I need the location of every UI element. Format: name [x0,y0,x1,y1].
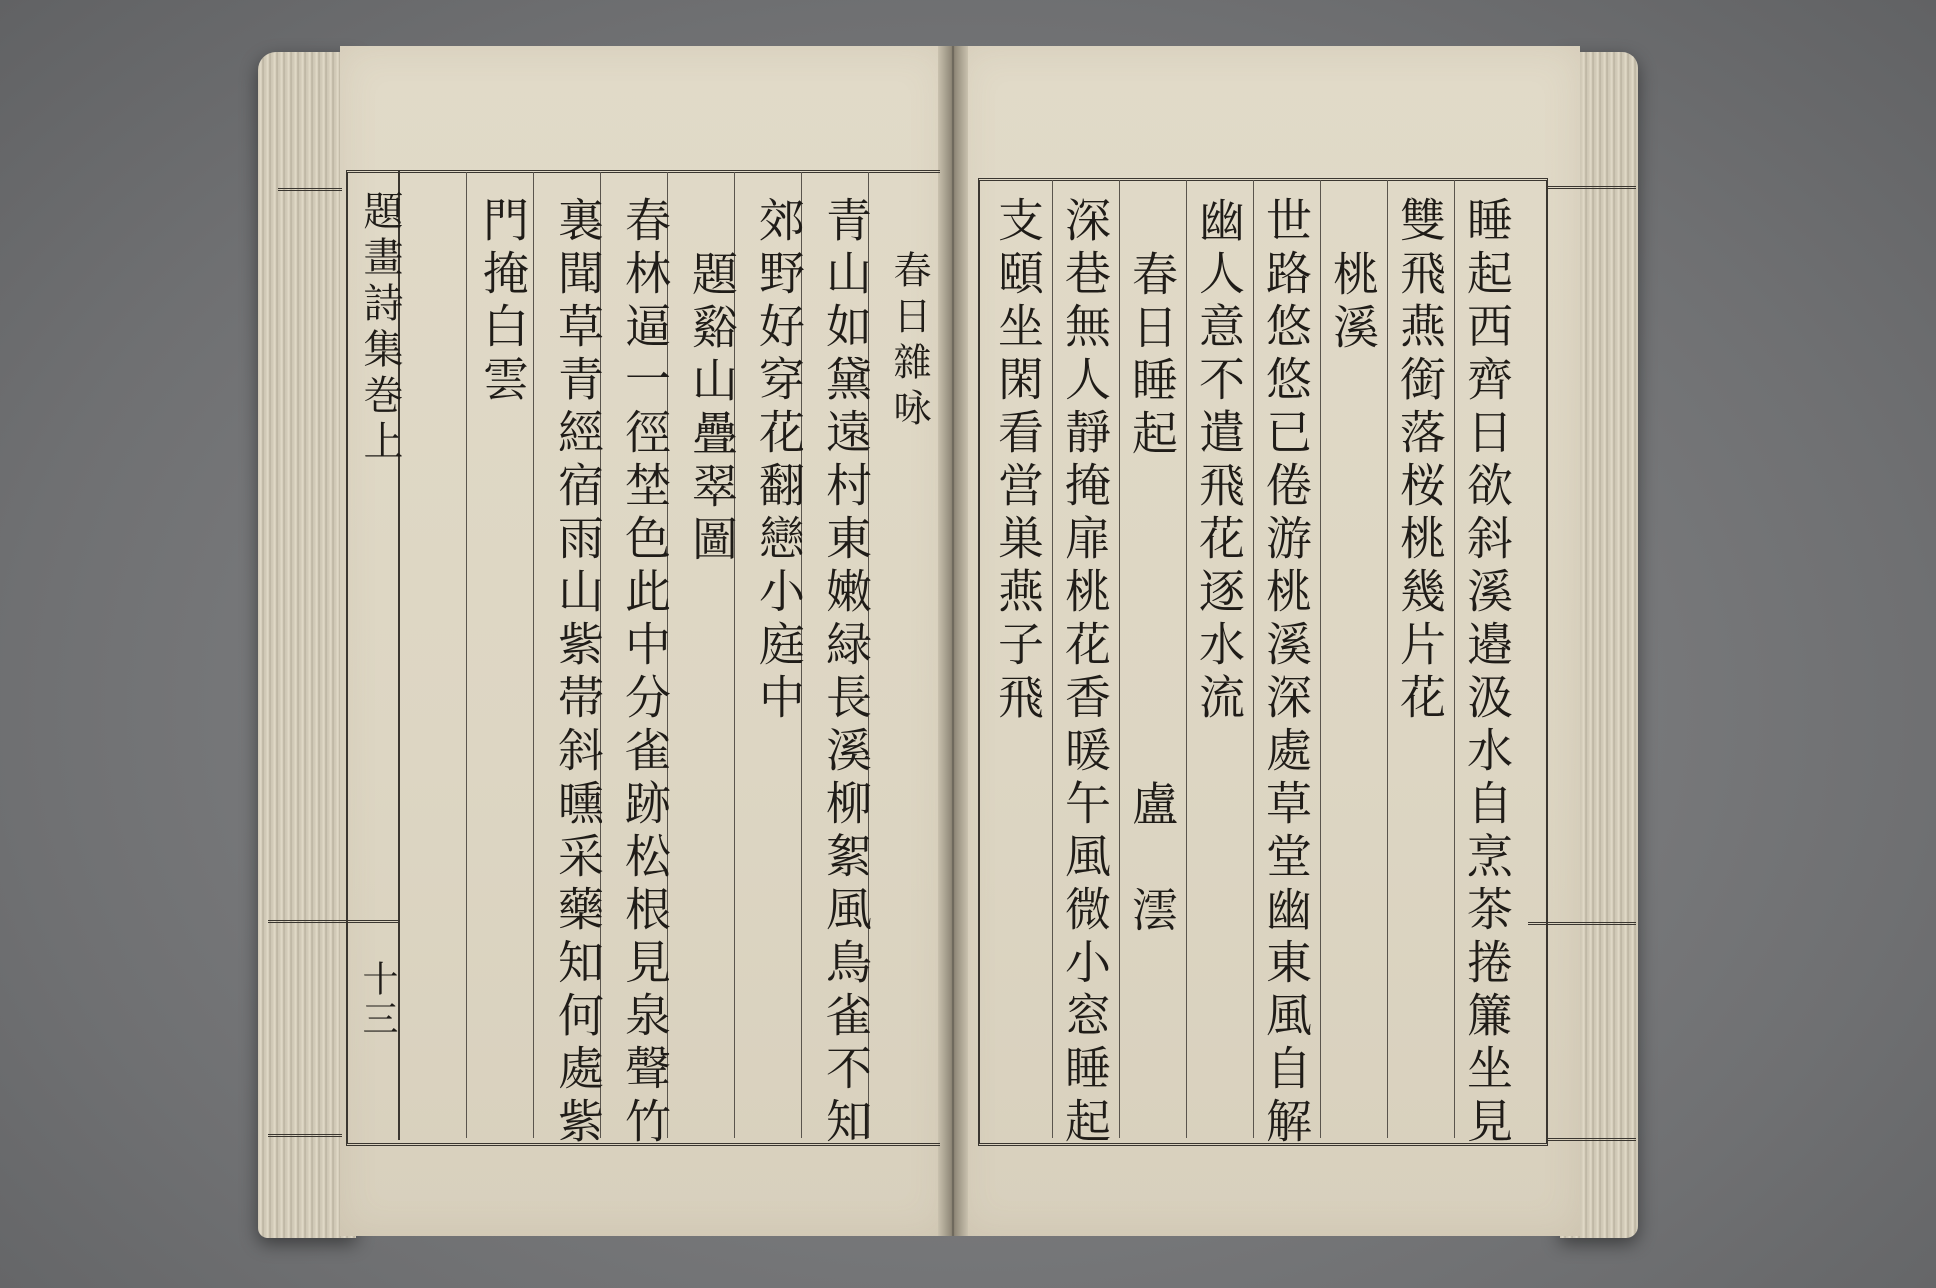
text-column: 郊野好穿花翻戀小庭中 [752,196,806,726]
text-column: 青山如黛遠村東嫩緑長溪柳絮風鳥雀不知 [819,196,873,1150]
page-number: 十三 [357,960,398,1040]
column-rule [1186,180,1187,1138]
fold-mark [1548,1138,1636,1141]
book-title-hanshin: 題畫詩集巻上 [357,190,403,466]
text-column: 睡起西齊日欲斜溪邉汲水自烹茶捲簾坐見 [1460,196,1514,1150]
text-column: 春林逼一徑埜色此中分雀跡松根見泉聲竹 [618,196,672,1150]
text-column: 雙飛燕銜落桜桃幾片花 [1393,196,1447,726]
poem-title-with-author: 春日睡起 盧 澐 [1125,250,1179,939]
fold-mark [268,1134,342,1137]
poem-title: 桃溪 [1326,250,1380,356]
column-rule [1253,180,1254,1138]
fold-mark [1546,186,1636,189]
column-rule [1387,180,1388,1138]
text-column: 裏聞草青經宿雨山紫帯斜曛采藥知何處紫 [551,196,605,1150]
text-column: 門掩白雲 [476,196,530,408]
hanshin-divider [340,920,398,923]
column-rule [533,172,534,1138]
column-rule [1454,180,1455,1138]
poem-title: 題谿山疊翠圖 [685,250,739,568]
column-rule [1119,180,1120,1138]
column-rule [1320,180,1321,1138]
poem-title: 春日雜咏 [887,250,931,434]
text-column: 幽人意不遣飛花逐水流 [1192,196,1246,726]
fold-mark [268,920,342,923]
text-column: 世路悠悠已倦游桃溪深處草堂幽東風自解 [1259,196,1313,1150]
text-column: 深巷無人靜掩扉桃花香暖午風微小窓睡起 [1058,196,1112,1150]
text-column: 支頤坐閑看営巣燕子飛 [991,196,1045,726]
book-gutter [938,46,968,1236]
column-rule [1052,180,1053,1138]
column-rule [466,172,467,1138]
fold-mark [278,188,342,191]
